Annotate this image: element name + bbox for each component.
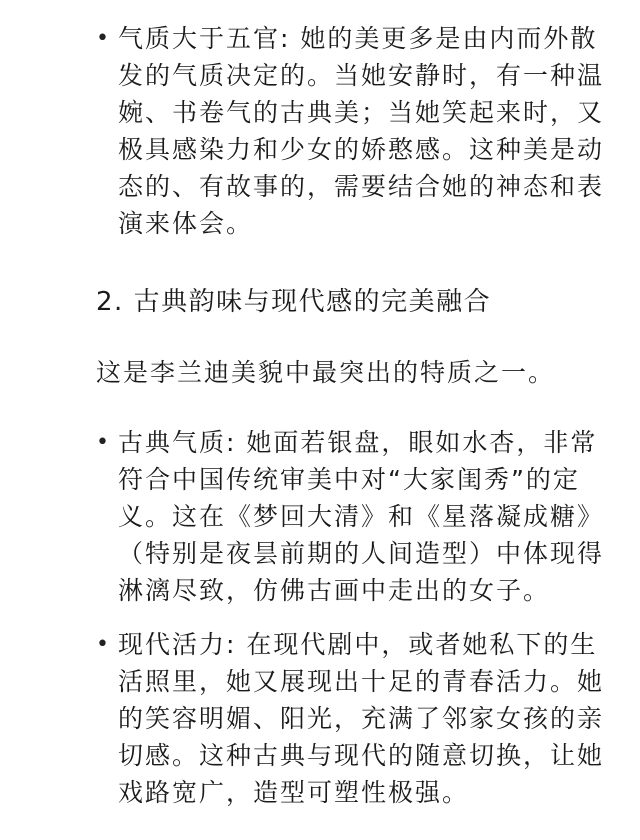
text-line: 古典气质: 她面若银盘，眼如水杏，非常 (118, 428, 598, 457)
text-line: 义。这在《梦回大清》和《星落凝成糖》 (118, 502, 605, 531)
section-intro: 这是李兰迪美貌中最突出的特质之一。 (96, 358, 556, 387)
bullet-text (118, 626, 608, 811)
bullet-item-classical (96, 424, 616, 609)
section-heading: 2. 古典韵味与现代感的完美融合 (96, 287, 492, 317)
text-line: 戏路宽广，造型可塑性极强。 (118, 778, 470, 807)
text-line: 切感。这种古典与现代的随意切换，让她 (118, 741, 605, 770)
text-line: 符合中国传统审美中对“大家闺秀”的定 (118, 465, 580, 494)
text-line: 淋漓尽致，仿佛古画中走出的女子。 (118, 576, 551, 605)
text-line: 气质大于五官: 她的美更多是由内而外散 (118, 24, 598, 53)
text-line: 的笑容明媚、阳光，充满了邻家女孩的亲 (118, 704, 605, 733)
bullet-item-temperament (96, 20, 616, 242)
bullet-text (118, 20, 608, 242)
text-line: 活照里，她又展现出十足的青春活力。她 (118, 667, 605, 696)
bullet-text (118, 424, 608, 609)
text-line: 婉、书卷气的古典美；当她笑起来时，又 (118, 98, 605, 127)
bullet-item-modern (96, 626, 616, 811)
text-line: （特别是夜昙前期的人间造型）中体现得 (118, 539, 605, 568)
text-line: 发的气质决定的。当她安静时，有一种温 (118, 61, 605, 90)
bullet-marker: • (96, 430, 109, 455)
text-line: 演来体会。 (118, 209, 254, 238)
text-line: 极具感染力和少女的娇憨感。这种美是动 (118, 135, 605, 164)
bullet-marker: • (96, 632, 109, 657)
text-line: 现代活力: 在现代剧中，或者她私下的生 (118, 630, 598, 659)
bullet-marker: • (96, 26, 109, 51)
text-line: 态的、有故事的，需要结合她的神态和表 (118, 172, 605, 201)
